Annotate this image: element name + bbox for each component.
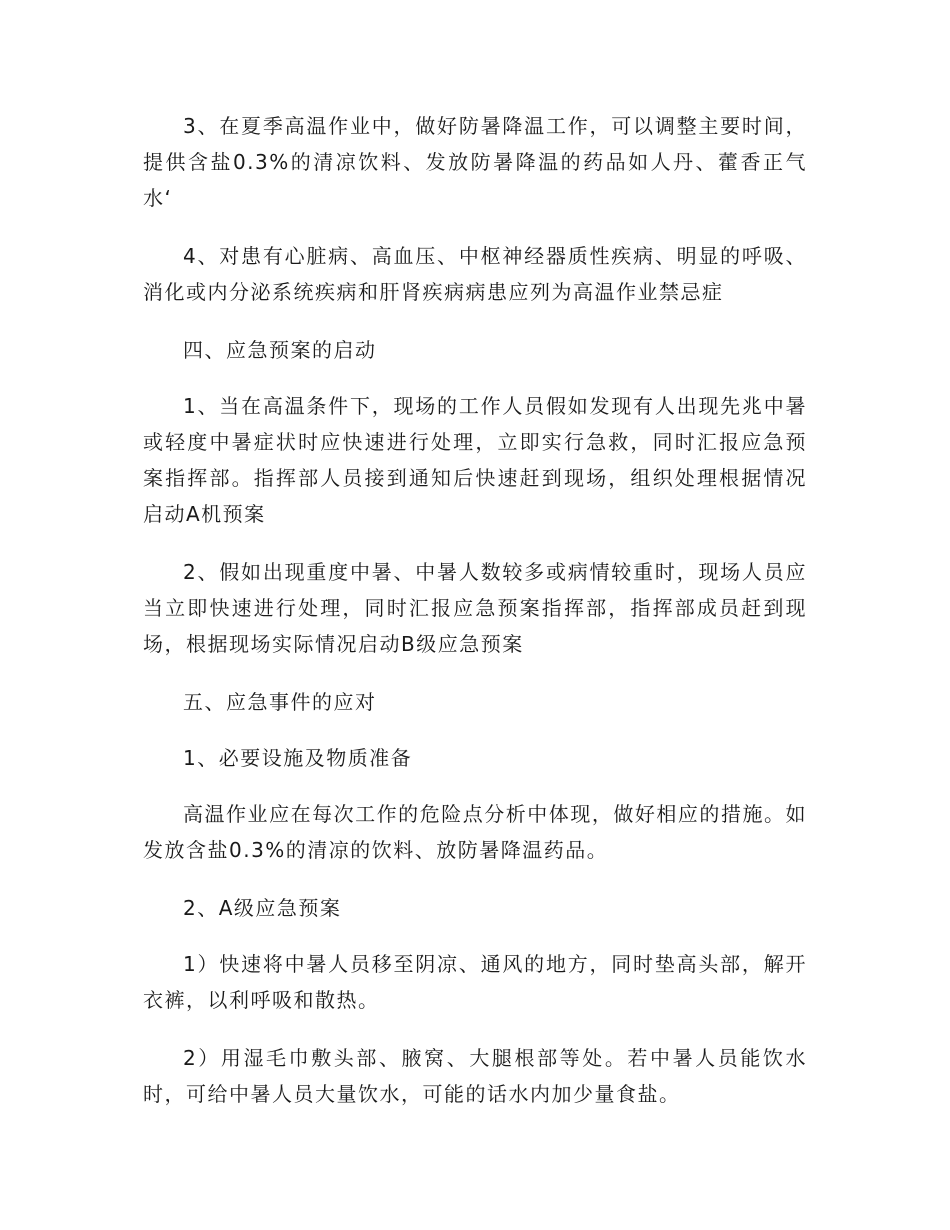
paragraph-activation-level-b: 2、假如出现重度中暑、中暑人数较多或病情较重时，现场人员应当立即快速进行处理，同时汇报应急预案指挥部，指挥部成员赶到现场，根据现场实际情况启动B级应急预案 bbox=[143, 560, 807, 656]
paragraph-step-move-to-shade: 1）快速将中暑人员移至阴凉、通风的地方，同时垫高头部，解开衣裤，以利呼吸和散热。 bbox=[143, 952, 807, 1012]
section-heading-emergency-response: 五、应急事件的应对 bbox=[183, 690, 377, 714]
paragraph-contraindications: 4、对患有心脏病、高血压、中枢神经器质性疾病、明显的呼吸、消化或内分泌系统疾病和肝肾疾病病患应列为高温作业禁忌症 bbox=[143, 244, 807, 304]
section-heading-plan-activation: 四、应急预案的启动 bbox=[183, 338, 377, 362]
paragraph-summer-cooling: 3、在夏季高温作业中，做好防暑降温工作，可以调整主要时间，提供含盐0.3%的清凉饮料、发放防暑降温的药品如人丹、藿香正气水‘ bbox=[143, 114, 807, 210]
subheading-facilities-preparation: 1、必要设施及物质准备 bbox=[183, 746, 413, 770]
paragraph-activation-level-a: 1、当在高温条件下，现场的工作人员假如发现有人出现先兆中暑或轻度中暑症状时应快速进行处理，立即实行急救，同时汇报应急预案指挥部。指挥部人员接到通知后快速赶到现场，组织处理根据情况启动A机预案 bbox=[143, 394, 807, 526]
paragraph-preparation-measures: 高温作业应在每次工作的危险点分析中体现，做好相应的措施。如发放含盐0.3%的清凉的饮料、放防暑降温药品。 bbox=[143, 802, 807, 862]
paragraph-step-wet-towel: 2）用湿毛巾敷头部、腋窝、大腿根部等处。若中暑人员能饮水时，可给中暑人员大量饮水，可能的话水内加少量食盐。 bbox=[143, 1046, 807, 1106]
document-body bbox=[143, 108, 807, 1134]
subheading-level-a-plan: 2、A级应急预案 bbox=[183, 896, 342, 920]
